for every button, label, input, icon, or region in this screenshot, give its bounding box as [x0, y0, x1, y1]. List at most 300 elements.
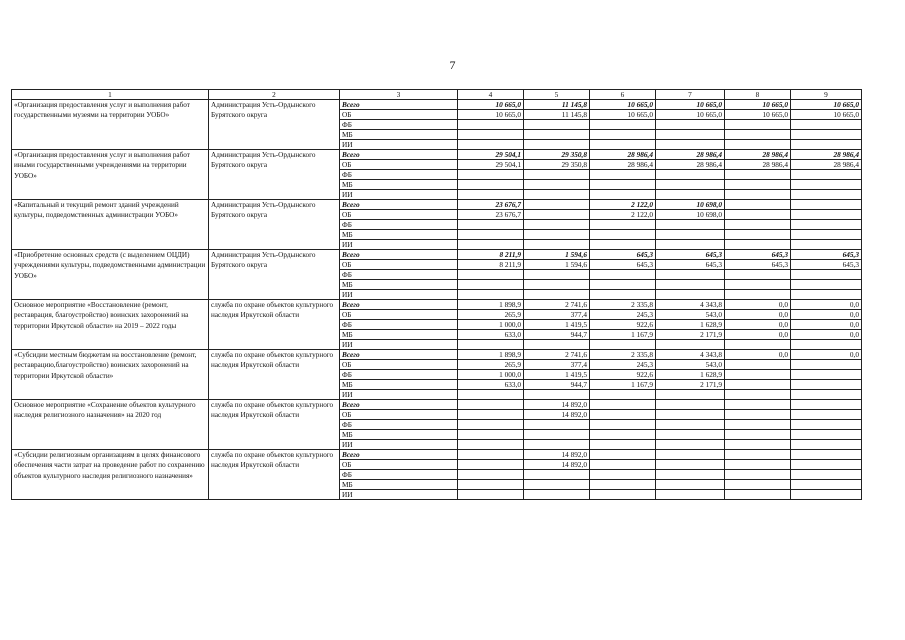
value-cell: 10 665,0 — [590, 100, 656, 110]
value-cell — [791, 170, 862, 180]
page-number: 7 — [449, 58, 456, 72]
value-cell — [725, 420, 791, 430]
value-cell: 1 628,9 — [656, 370, 725, 380]
value-cell — [791, 430, 862, 440]
value-cell: 645,3 — [656, 260, 725, 270]
value-cell: 2 171,9 — [656, 330, 725, 340]
table-row — [12, 300, 862, 310]
source-label: МБ — [340, 480, 458, 490]
value-cell: 1 628,9 — [656, 320, 725, 330]
value-cell — [590, 120, 656, 130]
value-cell — [725, 380, 791, 390]
value-cell: 1 594,6 — [524, 260, 590, 270]
value-cell: 0,0 — [791, 350, 862, 360]
value-cell: 10 665,0 — [791, 110, 862, 120]
value-cell — [656, 450, 725, 460]
value-cell: 0,0 — [791, 300, 862, 310]
source-label: ФБ — [340, 270, 458, 280]
value-cell — [524, 480, 590, 490]
table-row — [12, 450, 862, 460]
value-cell — [791, 280, 862, 290]
value-cell: 10 665,0 — [725, 100, 791, 110]
value-cell: 1 419,5 — [524, 370, 590, 380]
value-cell — [725, 220, 791, 230]
value-cell: 0,0 — [791, 310, 862, 320]
value-cell — [791, 490, 862, 500]
value-cell: 922,6 — [590, 320, 656, 330]
value-cell — [590, 280, 656, 290]
value-cell: 645,3 — [791, 260, 862, 270]
value-cell: 645,3 — [725, 250, 791, 260]
value-cell: 1 167,9 — [590, 330, 656, 340]
value-cell: 10 665,0 — [590, 110, 656, 120]
value-cell — [725, 470, 791, 480]
source-label: МБ — [340, 280, 458, 290]
value-cell: 944,7 — [524, 330, 590, 340]
value-cell — [656, 170, 725, 180]
value-cell — [725, 400, 791, 410]
value-cell — [524, 270, 590, 280]
value-cell: 10 665,0 — [656, 110, 725, 120]
measure-name: «Капитальный и текущий ремонт зданий учреждений культуры, подведомственных администрации УОБО» — [12, 200, 209, 250]
table-row — [12, 250, 862, 260]
table-row — [12, 200, 862, 210]
source-label: ОБ — [340, 310, 458, 320]
value-cell — [725, 180, 791, 190]
value-cell — [791, 420, 862, 430]
value-cell — [590, 220, 656, 230]
value-cell: 10 665,0 — [656, 100, 725, 110]
value-cell — [656, 230, 725, 240]
value-cell — [656, 430, 725, 440]
source-label: ИИ — [340, 290, 458, 300]
value-cell — [458, 480, 524, 490]
value-cell — [524, 390, 590, 400]
value-cell: 8 211,9 — [458, 260, 524, 270]
value-cell — [524, 170, 590, 180]
value-cell — [458, 410, 524, 420]
measure-name: «Приобретение основных средств (с выделением ОЦДИ) учреждениями культуры, подведомственными администрации УОБО» — [12, 250, 209, 300]
value-cell: 10 665,0 — [458, 110, 524, 120]
source-label: ОБ — [340, 110, 458, 120]
value-cell: 29 350,8 — [524, 150, 590, 160]
value-cell: 645,3 — [590, 260, 656, 270]
header-cell: 4 — [458, 90, 524, 100]
source-label: Всего — [340, 450, 458, 460]
value-cell — [590, 450, 656, 460]
value-cell — [791, 410, 862, 420]
value-cell — [656, 410, 725, 420]
value-cell — [590, 190, 656, 200]
value-cell — [791, 140, 862, 150]
value-cell: 2 335,8 — [590, 300, 656, 310]
value-cell — [791, 470, 862, 480]
value-cell — [725, 490, 791, 500]
source-label: Всего — [340, 400, 458, 410]
value-cell — [458, 120, 524, 130]
value-cell: 0,0 — [725, 350, 791, 360]
source-label: МБ — [340, 430, 458, 440]
source-label: ОБ — [340, 360, 458, 370]
measure-name: Основное мероприятие «Сохранение объектов культурного наследия религиозного назначения» на 2020 год — [12, 400, 209, 450]
header-cell: 7 — [656, 90, 725, 100]
value-cell — [725, 480, 791, 490]
value-cell: 10 698,0 — [656, 200, 725, 210]
measure-name: «Субсидии местным бюджетам на восстановление (ремонт, реставрацию,благоустройство) воинских захоронений на территории Иркутской области» — [12, 350, 209, 400]
value-cell — [725, 340, 791, 350]
value-cell — [458, 240, 524, 250]
table-row — [12, 150, 862, 160]
value-cell: 0,0 — [791, 320, 862, 330]
source-label: ОБ — [340, 160, 458, 170]
value-cell — [458, 140, 524, 150]
value-cell: 645,3 — [725, 260, 791, 270]
value-cell — [725, 200, 791, 210]
value-cell — [656, 400, 725, 410]
value-cell — [725, 390, 791, 400]
value-cell: 4 343,8 — [656, 300, 725, 310]
measure-name: «Субсидии религиозным организациям в целях финансового обеспечения части затрат на проведение работ по сохранению объектов культурного наследия религиозного назначения» — [12, 450, 209, 500]
value-cell — [791, 180, 862, 190]
value-cell: 1 898,9 — [458, 300, 524, 310]
value-cell — [458, 450, 524, 460]
value-cell — [458, 490, 524, 500]
value-cell — [458, 180, 524, 190]
value-cell: 543,0 — [656, 360, 725, 370]
value-cell — [458, 460, 524, 470]
value-cell — [458, 280, 524, 290]
header-cell: 9 — [791, 90, 862, 100]
value-cell — [590, 460, 656, 470]
value-cell — [656, 490, 725, 500]
source-label: Всего — [340, 300, 458, 310]
value-cell — [656, 460, 725, 470]
source-label: ФБ — [340, 370, 458, 380]
value-cell — [458, 430, 524, 440]
value-cell — [725, 270, 791, 280]
value-cell — [791, 240, 862, 250]
value-cell: 10 698,0 — [656, 210, 725, 220]
header-cell: 1 — [12, 90, 209, 100]
value-cell: 2 171,9 — [656, 380, 725, 390]
value-cell — [524, 130, 590, 140]
value-cell — [656, 220, 725, 230]
value-cell — [524, 440, 590, 450]
value-cell — [791, 230, 862, 240]
value-cell: 29 504,1 — [458, 160, 524, 170]
value-cell: 0,0 — [725, 310, 791, 320]
value-cell — [725, 440, 791, 450]
value-cell: 28 986,4 — [590, 150, 656, 160]
source-label: Всего — [340, 100, 458, 110]
value-cell — [791, 390, 862, 400]
source-label: ИИ — [340, 390, 458, 400]
value-cell — [725, 240, 791, 250]
value-cell — [656, 120, 725, 130]
value-cell — [791, 440, 862, 450]
value-cell: 1 898,9 — [458, 350, 524, 360]
value-cell: 645,3 — [590, 250, 656, 260]
value-cell — [656, 420, 725, 430]
source-label: ОБ — [340, 210, 458, 220]
value-cell — [656, 290, 725, 300]
value-cell — [590, 470, 656, 480]
value-cell — [725, 410, 791, 420]
source-label: ФБ — [340, 470, 458, 480]
value-cell — [590, 230, 656, 240]
value-cell — [656, 340, 725, 350]
value-cell — [656, 270, 725, 280]
value-cell — [524, 420, 590, 430]
source-label: ИИ — [340, 140, 458, 150]
value-cell — [725, 120, 791, 130]
value-cell: 1 594,6 — [524, 250, 590, 260]
value-cell — [656, 140, 725, 150]
header-cell: 3 — [340, 90, 458, 100]
value-cell — [590, 480, 656, 490]
value-cell — [725, 140, 791, 150]
source-label: ОБ — [340, 410, 458, 420]
value-cell — [725, 130, 791, 140]
value-cell — [656, 130, 725, 140]
value-cell: 14 892,0 — [524, 400, 590, 410]
value-cell — [458, 420, 524, 430]
source-label: ИИ — [340, 190, 458, 200]
value-cell: 944,7 — [524, 380, 590, 390]
value-cell — [458, 220, 524, 230]
value-cell: 4 343,8 — [656, 350, 725, 360]
value-cell — [458, 340, 524, 350]
value-cell: 14 892,0 — [524, 450, 590, 460]
value-cell — [656, 390, 725, 400]
value-cell: 0,0 — [725, 300, 791, 310]
value-cell: 28 986,4 — [656, 150, 725, 160]
source-label: МБ — [340, 330, 458, 340]
budget-table — [11, 89, 862, 500]
value-cell — [725, 360, 791, 370]
value-cell — [590, 290, 656, 300]
value-cell — [458, 270, 524, 280]
value-cell: 10 665,0 — [458, 100, 524, 110]
value-cell: 23 676,7 — [458, 210, 524, 220]
value-cell — [725, 280, 791, 290]
executor-name: Администрация Усть-Ордынского Бурятского округа — [209, 250, 340, 300]
value-cell — [524, 190, 590, 200]
header-cell: 8 — [725, 90, 791, 100]
value-cell — [524, 210, 590, 220]
value-cell — [590, 410, 656, 420]
value-cell — [524, 120, 590, 130]
value-cell — [791, 120, 862, 130]
value-cell: 1 000,0 — [458, 320, 524, 330]
value-cell — [791, 370, 862, 380]
value-cell — [791, 480, 862, 490]
value-cell — [791, 460, 862, 470]
value-cell — [458, 230, 524, 240]
value-cell: 28 986,4 — [656, 160, 725, 170]
value-cell — [458, 190, 524, 200]
value-cell — [524, 340, 590, 350]
value-cell — [725, 290, 791, 300]
measure-name: «Организация предоставления услуг и выполнения работ государственными музеями на территории УОБО» — [12, 100, 209, 150]
value-cell — [791, 130, 862, 140]
value-cell: 11 145,8 — [524, 100, 590, 110]
value-cell — [590, 140, 656, 150]
executor-name: служба по охране объектов культурного наследия Иркутской области — [209, 400, 340, 450]
value-cell: 28 986,4 — [791, 160, 862, 170]
value-cell — [524, 200, 590, 210]
value-cell — [590, 440, 656, 450]
source-label: МБ — [340, 180, 458, 190]
value-cell — [590, 400, 656, 410]
value-cell: 0,0 — [791, 330, 862, 340]
value-cell — [791, 210, 862, 220]
header-row — [12, 90, 862, 100]
value-cell — [656, 440, 725, 450]
measure-name: «Организация предоставления услуг и выполнения работ иными государственными учреждениями на территории УОБО» — [12, 150, 209, 200]
source-label: ИИ — [340, 490, 458, 500]
value-cell: 14 892,0 — [524, 460, 590, 470]
value-cell: 265,9 — [458, 360, 524, 370]
value-cell — [791, 360, 862, 370]
source-label: ФБ — [340, 120, 458, 130]
value-cell — [524, 430, 590, 440]
value-cell: 377,4 — [524, 310, 590, 320]
value-cell: 2 122,0 — [590, 200, 656, 210]
value-cell — [458, 470, 524, 480]
value-cell: 1 167,9 — [590, 380, 656, 390]
source-label: МБ — [340, 230, 458, 240]
value-cell — [725, 430, 791, 440]
executor-name: служба по охране объектов культурного наследия Иркутской области — [209, 300, 340, 350]
header-cell: 6 — [590, 90, 656, 100]
header-cell: 2 — [209, 90, 340, 100]
value-cell — [458, 390, 524, 400]
value-cell: 29 350,8 — [524, 160, 590, 170]
value-cell — [791, 220, 862, 230]
source-label: ФБ — [340, 320, 458, 330]
value-cell — [458, 440, 524, 450]
value-cell — [656, 480, 725, 490]
value-cell — [791, 340, 862, 350]
executor-name: служба по охране объектов культурного наследия Иркутской области — [209, 350, 340, 400]
value-cell: 0,0 — [725, 330, 791, 340]
value-cell — [791, 290, 862, 300]
value-cell: 10 665,0 — [725, 110, 791, 120]
executor-name: служба по охране объектов культурного наследия Иркутской области — [209, 450, 340, 500]
value-cell — [725, 210, 791, 220]
value-cell: 1 000,0 — [458, 370, 524, 380]
value-cell — [791, 270, 862, 280]
value-cell: 28 986,4 — [725, 160, 791, 170]
value-cell — [524, 490, 590, 500]
value-cell — [590, 420, 656, 430]
value-cell — [524, 280, 590, 290]
value-cell — [524, 240, 590, 250]
value-cell — [590, 180, 656, 190]
value-cell — [590, 490, 656, 500]
executor-name: Администрация Усть-Ордынского Бурятского округа — [209, 100, 340, 150]
value-cell — [524, 470, 590, 480]
value-cell: 2 741,6 — [524, 300, 590, 310]
value-cell — [725, 230, 791, 240]
source-label: Всего — [340, 200, 458, 210]
value-cell — [524, 180, 590, 190]
value-cell — [458, 130, 524, 140]
source-label: ИИ — [340, 340, 458, 350]
value-cell — [791, 400, 862, 410]
value-cell — [458, 170, 524, 180]
value-cell: 2 122,0 — [590, 210, 656, 220]
source-label: МБ — [340, 130, 458, 140]
value-cell — [458, 290, 524, 300]
table-row — [12, 350, 862, 360]
value-cell — [725, 450, 791, 460]
header-cell: 5 — [524, 90, 590, 100]
value-cell — [725, 460, 791, 470]
value-cell: 645,3 — [656, 250, 725, 260]
value-cell: 1 419,5 — [524, 320, 590, 330]
value-cell: 8 211,9 — [458, 250, 524, 260]
value-cell: 245,3 — [590, 310, 656, 320]
value-cell: 922,6 — [590, 370, 656, 380]
source-label: ОБ — [340, 460, 458, 470]
value-cell — [590, 390, 656, 400]
value-cell: 645,3 — [791, 250, 862, 260]
value-cell — [524, 220, 590, 230]
value-cell — [458, 400, 524, 410]
value-cell: 11 145,8 — [524, 110, 590, 120]
source-label: МБ — [340, 380, 458, 390]
value-cell — [791, 450, 862, 460]
source-label: ФБ — [340, 420, 458, 430]
value-cell: 377,4 — [524, 360, 590, 370]
source-label: Всего — [340, 250, 458, 260]
value-cell: 2 335,8 — [590, 350, 656, 360]
value-cell: 2 741,6 — [524, 350, 590, 360]
value-cell — [656, 180, 725, 190]
table-row — [12, 100, 862, 110]
source-label: ОБ — [340, 260, 458, 270]
value-cell — [590, 240, 656, 250]
value-cell — [590, 430, 656, 440]
measure-name: Основное мероприятие «Восстановление (ремонт, реставрация, благоустройство) воинских захоронений на территории Иркутской области» на 2019 – 2022 годы — [12, 300, 209, 350]
value-cell: 0,0 — [725, 320, 791, 330]
value-cell — [656, 470, 725, 480]
value-cell: 245,3 — [590, 360, 656, 370]
source-label: Всего — [340, 350, 458, 360]
executor-name: Администрация Усть-Ордынского Бурятского округа — [209, 200, 340, 250]
table-row — [12, 400, 862, 410]
value-cell — [725, 190, 791, 200]
source-label: ФБ — [340, 220, 458, 230]
value-cell — [524, 230, 590, 240]
value-cell: 28 986,4 — [725, 150, 791, 160]
value-cell — [791, 380, 862, 390]
value-cell: 633,0 — [458, 380, 524, 390]
value-cell: 29 504,1 — [458, 150, 524, 160]
value-cell — [590, 170, 656, 180]
source-label: ИИ — [340, 240, 458, 250]
source-label: ФБ — [340, 170, 458, 180]
value-cell — [524, 140, 590, 150]
value-cell: 10 665,0 — [791, 100, 862, 110]
value-cell — [590, 130, 656, 140]
value-cell — [656, 280, 725, 290]
value-cell: 28 986,4 — [791, 150, 862, 160]
value-cell — [590, 270, 656, 280]
value-cell: 28 986,4 — [590, 160, 656, 170]
